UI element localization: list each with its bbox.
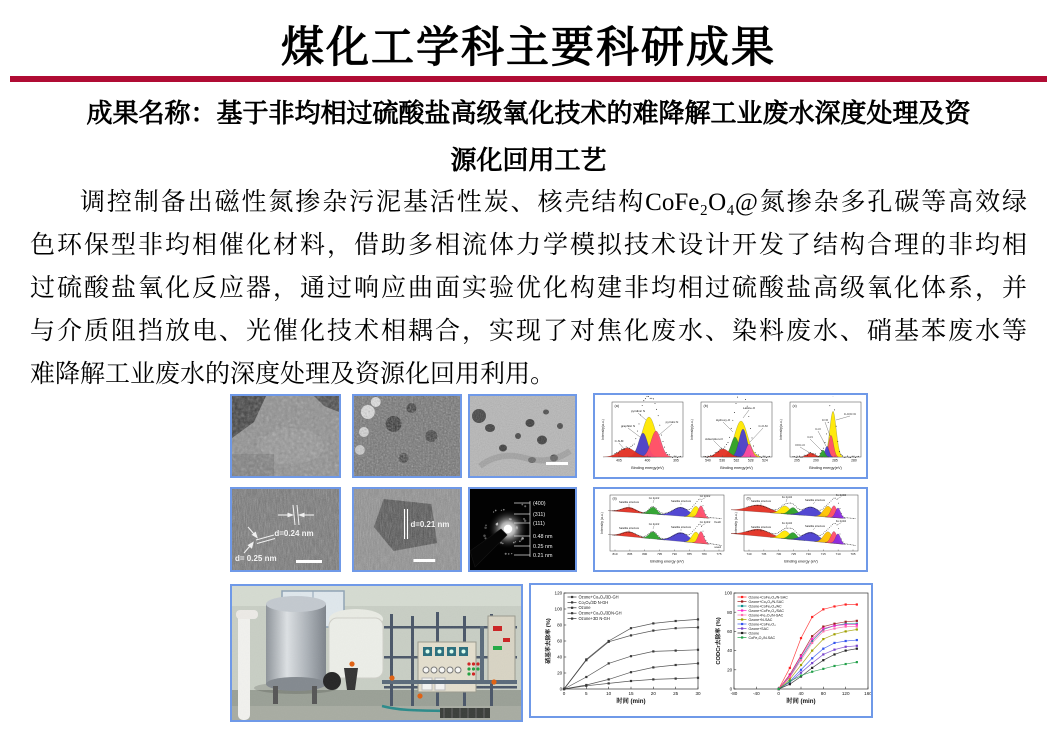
svg-text:Fe 2p3/2: Fe 2p3/2 [835, 494, 847, 497]
sem-micrograph-1 [230, 394, 341, 478]
cod-removal-chart [705, 586, 873, 717]
svg-text:Binding energy (eV): Binding energy (eV) [650, 559, 684, 564]
saed-pattern-image [470, 489, 575, 570]
svg-text:Co 2p3/2: Co 2p3/2 [699, 495, 711, 498]
svg-text:785: 785 [686, 552, 692, 557]
svg-text:Co₃O₄/3D N-GH: Co₃O₄/3D N-GH [578, 599, 609, 605]
svg-text:Intensity (a.u.): Intensity (a.u.) [734, 512, 738, 534]
svg-text:C=O: C=O [821, 418, 829, 422]
result-name-line-1: 成果名称：基于非均相过硫酸盐高级氧化技术的难降解工业废水深度处理及资 [86, 98, 971, 128]
saed-label: (111) [533, 521, 545, 527]
svg-text:Co 2p1/2: Co 2p1/2 [648, 497, 660, 500]
svg-text:Ozone+CoFe₂O₄: Ozone+CoFe₂O₄ [748, 622, 776, 627]
svg-text:Fe 2p1/2: Fe 2p1/2 [781, 522, 793, 525]
body-line: 难降解工业废水的深度处理及资源化回用利用。 [30, 361, 556, 388]
svg-text:725: 725 [791, 552, 797, 557]
svg-text:C-O-M: C-O-M [758, 424, 768, 428]
svg-text:Ozone+Co₃O₄/N-SAC: Ozone+Co₃O₄/N-SAC [748, 599, 784, 604]
svg-text:15: 15 [628, 691, 634, 696]
svg-text:Ozone+CoFe₂O₄/N-SAC: Ozone+CoFe₂O₄/N-SAC [748, 595, 788, 600]
svg-text:CODCr去除率 (%): CODCr去除率 (%) [716, 617, 722, 665]
body-line: 调控制备出磁性氮掺杂污泥基活性炭、核壳结构CoFe₂O₄@氮掺杂多孔碳等高效绿 [80, 189, 1027, 216]
svg-text:20: 20 [650, 691, 656, 696]
svg-text:290: 290 [813, 458, 819, 463]
svg-text:805: 805 [627, 552, 633, 557]
saed-label: 0.25 nm [533, 544, 553, 550]
svg-text:720: 720 [805, 552, 811, 557]
svg-text:(c): (c) [792, 404, 797, 408]
sem-micrograph-2-image [354, 396, 460, 476]
svg-text:时间 (min): 时间 (min) [616, 698, 646, 705]
svg-text:时间 (min): 时间 (min) [786, 698, 816, 705]
result-name-line-2: 源化回用工艺 [450, 145, 607, 175]
page-title: 煤化工学科主要科研成果 [281, 24, 776, 72]
svg-text:120: 120 [841, 691, 850, 696]
svg-text:0: 0 [562, 691, 566, 696]
pilot-plant-photo [230, 584, 523, 722]
svg-text:Satellite structure: Satellite structure [670, 500, 692, 503]
svg-text:Binding energy (eV): Binding energy (eV) [784, 559, 818, 564]
svg-text:780: 780 [701, 552, 707, 557]
svg-text:Intensity(a.u.): Intensity(a.u.) [601, 419, 605, 440]
svg-text:532: 532 [733, 458, 740, 463]
nitrobenzene-removal-chart [537, 586, 705, 717]
svg-text:405: 405 [616, 458, 622, 463]
svg-text:fresh: fresh [714, 520, 721, 524]
pilot-plant-photo-image [232, 586, 521, 720]
svg-text:Intensity (a.u.): Intensity (a.u.) [600, 512, 604, 534]
svg-text:800: 800 [642, 552, 648, 557]
svg-text:Intensity(a.u.): Intensity(a.u.) [779, 419, 783, 440]
svg-text:40: 40 [798, 691, 804, 696]
svg-text:(a): (a) [614, 404, 619, 408]
result-name-heading [40, 90, 1017, 184]
svg-text:Ozone+Fe₂O₃/N-SAC: Ozone+Fe₂O₃/N-SAC [748, 613, 784, 618]
svg-text:528: 528 [747, 458, 754, 463]
svg-text:120: 120 [554, 590, 563, 596]
svg-text:740: 740 [746, 552, 752, 557]
svg-text:(a): (a) [612, 496, 617, 501]
d-spacing-label-bottom: d= 0.25 nm [235, 554, 277, 563]
saed-label: (400) [533, 501, 546, 507]
svg-text:0: 0 [559, 686, 563, 692]
svg-text:280: 280 [851, 458, 857, 463]
svg-text:Ozone+N-SAC: Ozone+N-SAC [748, 617, 773, 622]
saed-pattern [468, 487, 577, 572]
svg-text:30: 30 [695, 691, 701, 696]
svg-text:790: 790 [671, 552, 677, 557]
tem-micrograph [468, 394, 577, 478]
svg-text:Ozone+CoFe₂O₄/AC: Ozone+CoFe₂O₄/AC [748, 604, 782, 609]
svg-text:730: 730 [776, 552, 782, 557]
svg-text:735: 735 [761, 552, 767, 557]
svg-text:285: 285 [832, 458, 838, 463]
svg-text:Ozone+3D N-GH: Ozone+3D N-GH [578, 616, 610, 621]
xps-c1s-plot [775, 396, 864, 476]
svg-text:Ozone+Co₃O₄/3D-GH: Ozone+Co₃O₄/3D-GH [578, 594, 619, 600]
svg-text:80: 80 [557, 622, 563, 628]
svg-text:used: used [714, 545, 721, 549]
svg-text:Satellite structure: Satellite structure [750, 526, 772, 529]
svg-text:10: 10 [606, 691, 612, 696]
svg-text:Ozone+Co₃O₄/3DN-GH: Ozone+Co₃O₄/3DN-GH [578, 610, 622, 616]
svg-text:Ozone: Ozone [578, 605, 591, 611]
sem-micrograph-1-image [232, 396, 339, 476]
body-line: 色环保型非均相催化材料，借助多相流体力学模拟技术设计开发了结构合理的非均相 [30, 232, 1027, 259]
xps-spectra-panel-2 [593, 487, 868, 572]
svg-text:Satellite structure: Satellite structure [618, 527, 640, 530]
d-spacing-label-top: d=0.24 nm [274, 529, 314, 538]
svg-text:pyridinic N: pyridinic N [630, 409, 646, 413]
scale-bar [413, 559, 435, 562]
svg-text:O=C-O: O=C-O [795, 443, 805, 447]
sem-micrograph-2 [352, 394, 462, 478]
xps-fe2p-plot [731, 490, 864, 569]
scale-bar [296, 560, 322, 563]
svg-text:Fe 2p1/2: Fe 2p1/2 [781, 496, 793, 499]
svg-text:40: 40 [557, 654, 563, 660]
hrtem-micrograph-2 [352, 487, 462, 572]
svg-text:-80: -80 [730, 691, 738, 696]
xps-n1s-plot [597, 396, 686, 476]
tem-micrograph-image [470, 396, 575, 476]
svg-text:100: 100 [724, 590, 733, 596]
svg-text:(b): (b) [746, 496, 751, 501]
performance-charts-panel [529, 583, 873, 718]
xps-o1s-plot [686, 396, 775, 476]
svg-text:775: 775 [716, 552, 722, 557]
saed-label: 0.48 nm [533, 534, 553, 540]
svg-text:Binding energy(eV): Binding energy(eV) [720, 466, 753, 470]
svg-text:Satellite structure: Satellite structure [804, 499, 826, 502]
svg-text:C-N-M: C-N-M [614, 439, 624, 443]
svg-text:524: 524 [762, 458, 768, 463]
saed-label: (311) [533, 512, 546, 518]
svg-text:Binding energy(eV): Binding energy(eV) [631, 466, 664, 470]
svg-text:710: 710 [835, 552, 841, 557]
svg-text:540: 540 [705, 458, 711, 463]
svg-text:Satellite structure: Satellite structure [804, 525, 826, 528]
hrtem-micrograph-1 [230, 487, 341, 572]
svg-text:Satellite structure: Satellite structure [670, 526, 692, 529]
saed-label: 0.21 nm [533, 553, 553, 559]
svg-text:295: 295 [794, 458, 800, 463]
svg-text:Lattice-O: Lattice-O [742, 406, 756, 410]
scale-bar [546, 462, 568, 465]
svg-text:80: 80 [727, 609, 733, 615]
svg-text:Co 2p1/2: Co 2p1/2 [648, 523, 660, 526]
svg-text:-40: -40 [753, 691, 760, 696]
svg-text:Binding energy(eV): Binding energy(eV) [809, 466, 842, 470]
svg-text:C-N: C-N [807, 435, 813, 439]
body-paragraph [30, 181, 1027, 396]
svg-text:Ozone+SAC: Ozone+SAC [748, 626, 769, 631]
svg-text:(b): (b) [703, 404, 708, 408]
svg-text:Adsorption-O: Adsorption-O [705, 437, 723, 441]
svg-text:60: 60 [557, 638, 563, 644]
svg-text:715: 715 [820, 552, 826, 557]
title-divider [10, 76, 1047, 82]
hrtem-micrograph-1-image [232, 489, 339, 570]
body-line: 过硫酸盐氧化反应器，通过响应曲面实验优化构建非均相过硫酸盐高级氧化体系，并 [30, 275, 1027, 302]
svg-text:810: 810 [612, 552, 618, 557]
svg-text:graphitic N: graphitic N [620, 424, 636, 428]
svg-text:Intensity(a.u.): Intensity(a.u.) [690, 419, 694, 440]
svg-text:705: 705 [850, 552, 856, 557]
body-line: 与介质阻挡放电、光催化技术相耦合，实现了对焦化废水、染料废水、硝基苯废水等 [30, 318, 1027, 345]
hrtem-micrograph-2-image [354, 489, 460, 570]
svg-text:硝基苯去除率 (%): 硝基苯去除率 (%) [546, 618, 552, 664]
svg-text:Co 2p3/2: Co 2p3/2 [699, 521, 711, 524]
xps-co2p-plot [597, 490, 730, 569]
svg-text:Hydroxy-O: Hydroxy-O [715, 418, 731, 422]
svg-text:Ozone+CoFe₂O₄/SAC: Ozone+CoFe₂O₄/SAC [748, 608, 785, 613]
svg-text:0: 0 [729, 686, 733, 692]
svg-text:Satellite structure: Satellite structure [750, 500, 772, 503]
svg-text:100: 100 [554, 606, 563, 612]
svg-text:Fe 2p3/2: Fe 2p3/2 [835, 520, 847, 523]
svg-text:20: 20 [727, 667, 733, 673]
svg-text:20: 20 [557, 670, 563, 676]
svg-text:pyrrolic N: pyrrolic N [665, 420, 679, 424]
svg-text:536: 536 [719, 458, 726, 463]
svg-text:395: 395 [673, 458, 679, 463]
svg-text:25: 25 [673, 691, 679, 696]
svg-text:Ozone: Ozone [748, 631, 760, 636]
d-spacing-label: d=0.21 nm [410, 519, 450, 530]
svg-text:795: 795 [657, 552, 663, 557]
svg-text:80: 80 [820, 691, 826, 696]
svg-text:60: 60 [727, 629, 733, 634]
svg-text:160: 160 [864, 691, 872, 696]
svg-text:5: 5 [585, 691, 588, 696]
svg-text:C-C/C=C: C-C/C=C [843, 412, 857, 416]
xps-spectra-panel-1 [593, 393, 868, 479]
svg-text:Satellite structure: Satellite structure [618, 501, 640, 504]
svg-text:C-O: C-O [815, 427, 821, 431]
svg-text:40: 40 [727, 648, 733, 654]
svg-text:0: 0 [777, 691, 780, 696]
svg-text:CoFe₂O₄/N-SAC: CoFe₂O₄/N-SAC [748, 635, 776, 640]
svg-text:400: 400 [644, 458, 651, 463]
